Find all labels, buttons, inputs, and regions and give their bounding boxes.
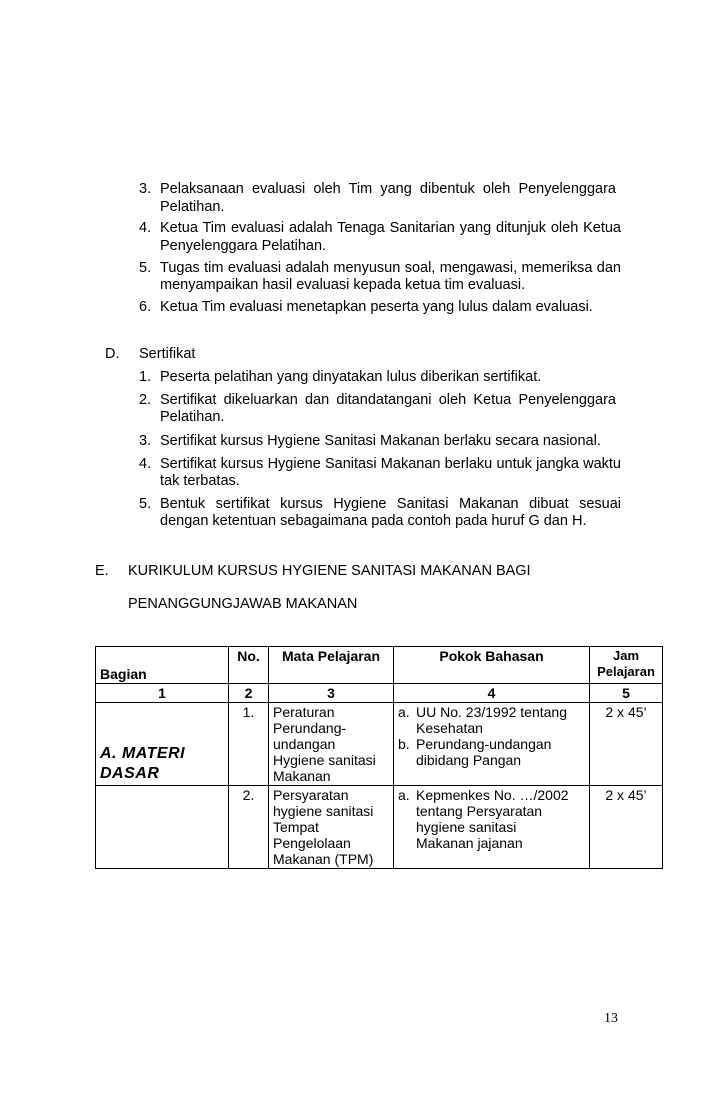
- sub-item: b. Perundang-undangan dibidang Pangan: [398, 736, 552, 768]
- pokok-bahasan: [394, 703, 590, 786]
- list-item-text: Pelatihan.: [160, 409, 225, 425]
- list-item-text: Sertifikat kursus Hygiene Sanitasi Makanan berlaku untuk jangka waktu: [160, 456, 621, 472]
- header-jam-pelajaran: Jam Pelajaran: [590, 647, 663, 684]
- list-number: 5.: [139, 260, 152, 276]
- list-item-text: Pelaksanaan evaluasi oleh Tim yang dibentuk oleh Penyelenggara: [160, 181, 616, 197]
- list-item-text: Sertifikat kursus Hygiene Sanitasi Makanan berlaku secara nasional.: [160, 433, 601, 449]
- column-number-row: [96, 684, 663, 703]
- column-number: 2: [229, 684, 269, 703]
- section-letter: E.: [95, 563, 109, 579]
- list-item-text: Pelatihan.: [160, 199, 225, 215]
- sub-item: a. UU No. 23/1992 tentang Kesehatan: [398, 704, 567, 736]
- table-header-row: [96, 647, 663, 684]
- row-number: 1.: [229, 703, 269, 786]
- pokok-bahasan: [394, 786, 590, 869]
- column-number: 3: [269, 684, 394, 703]
- list-item-text: Peserta pelatihan yang dinyatakan lulus diberikan sertifikat.: [160, 369, 542, 385]
- column-number: 5: [590, 684, 663, 703]
- list-number: 4.: [139, 456, 152, 472]
- column-number: 4: [394, 684, 590, 703]
- list-item-text: Bentuk sertifikat kursus Hygiene Sanitasi Makanan dibuat sesuai: [160, 496, 621, 512]
- table-row: [96, 703, 663, 786]
- list-item-text: Tugas tim evaluasi adalah menyusun soal, mengawasi, memeriksa dan: [160, 260, 621, 276]
- header-mata-pelajaran: Mata Pelajaran: [269, 647, 394, 684]
- header-bagian: Bagian: [96, 647, 229, 684]
- table-row: [96, 786, 663, 869]
- group-label: A. MATERI DASAR: [96, 703, 229, 786]
- mata-pelajaran: Peraturan Perundang- undangan Hygiene sanitasi Makanan: [269, 703, 394, 786]
- header-no: No.: [229, 647, 269, 684]
- section-title: Sertifikat: [139, 346, 196, 362]
- list-item-text: dengan ketentuan sebagaimana pada contoh pada huruf G dan H.: [160, 513, 587, 529]
- sub-item: a. Kepmenkes No. …/2002 tentang Persyaratan hygiene sanitasi Makanan jajanan: [398, 787, 569, 851]
- section-title: KURIKULUM KURSUS HYGIENE SANITASI MAKANAN BAGI: [128, 563, 531, 579]
- column-number: 1: [96, 684, 229, 703]
- list-item-text: Ketua Tim evaluasi menetapkan peserta yang lulus dalam evaluasi.: [160, 299, 593, 315]
- list-item-text: tak terbatas.: [160, 473, 240, 489]
- list-item-text: Penyelenggara Pelatihan.: [160, 238, 327, 254]
- list-number: 3.: [139, 181, 152, 197]
- group-label-empty: [96, 786, 229, 869]
- section-title-continued: PENANGGUNGJAWAB MAKANAN: [128, 596, 358, 612]
- jam-pelajaran: 2 x 45’: [590, 703, 663, 786]
- list-number: 1.: [139, 369, 152, 385]
- list-item-text: Sertifikat dikeluarkan dan ditandatangani oleh Ketua Penyelenggara: [160, 392, 616, 408]
- list-item-text: Ketua Tim evaluasi adalah Tenaga Sanitarian yang ditunjuk oleh Ketua: [160, 220, 621, 236]
- list-number: 2.: [139, 392, 152, 408]
- list-number: 4.: [139, 220, 152, 236]
- list-number: 6.: [139, 299, 152, 315]
- section-letter: D.: [105, 346, 120, 362]
- mata-pelajaran: Persyaratan hygiene sanitasi Tempat Pengelolaan Makanan (TPM): [269, 786, 394, 869]
- curriculum-table: [95, 646, 663, 869]
- list-number: 5.: [139, 496, 152, 512]
- list-number: 3.: [139, 433, 152, 449]
- jam-pelajaran: 2 x 45’: [590, 786, 663, 869]
- row-number: 2.: [229, 786, 269, 869]
- list-item-text: menyampaikan hasil evaluasi kepada ketua tim evaluasi.: [160, 277, 526, 293]
- header-pokok-bahasan: Pokok Bahasan: [394, 647, 590, 684]
- page-number: 13: [604, 1011, 618, 1026]
